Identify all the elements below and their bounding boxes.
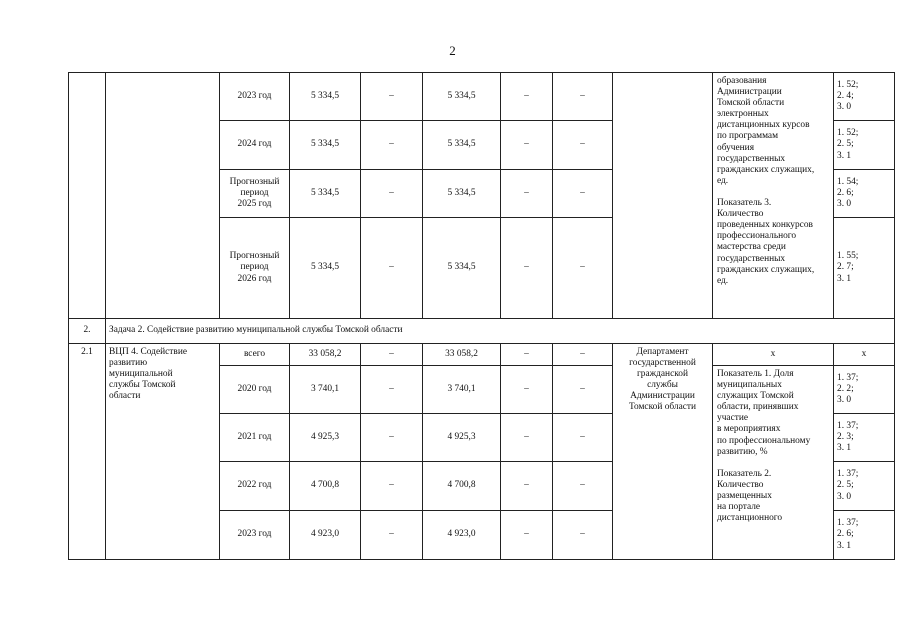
total-cell: 4 700,8 (290, 462, 361, 511)
indicators-cell: Показатель 1. Доля муниципальных служащих Томской области, принявших участие в мероприятиях по профессиональному развитию, % Показатель 2. Количество размещенных на портале дистанционного (713, 366, 834, 560)
page-number: 2 (449, 43, 456, 58)
local-cell: – (501, 73, 553, 121)
period-cell: Прогнозный период 2025 год (220, 170, 290, 218)
indicator-values-cell: x (834, 344, 895, 366)
regional-cell: 4 923,0 (423, 511, 501, 560)
other-cell: – (553, 344, 613, 366)
other-cell: – (553, 366, 613, 414)
table-row (69, 344, 895, 366)
indicator-values-cell: 1. 55; 2. 7; 3. 1 (834, 218, 895, 319)
period-cell: 2023 год (220, 511, 290, 560)
name-cell (106, 73, 220, 319)
federal-cell: – (361, 414, 423, 462)
total-cell: 5 334,5 (290, 121, 361, 170)
total-cell: 4 925,3 (290, 414, 361, 462)
period-cell: 2023 год (220, 73, 290, 121)
indicator-values-cell: 1. 37; 2. 2; 3. 0 (834, 366, 895, 414)
regional-cell: 5 334,5 (423, 73, 501, 121)
total-cell: 4 923,0 (290, 511, 361, 560)
other-cell: – (553, 511, 613, 560)
other-cell: – (553, 73, 613, 121)
task-row (69, 319, 895, 344)
indicator-values-cell: 1. 37; 2. 5; 3. 0 (834, 462, 895, 511)
name-cell: ВЦП 4. Содействие развитию муниципальной службы Томской области (106, 344, 220, 560)
row-number-cell: 2.1 (69, 344, 106, 560)
other-cell: – (553, 121, 613, 170)
indicator-values-cell: 1. 52; 2. 5; 3. 1 (834, 121, 895, 170)
local-cell: – (501, 218, 553, 319)
federal-cell: – (361, 511, 423, 560)
period-cell: всего (220, 344, 290, 366)
local-cell: – (501, 511, 553, 560)
total-cell: 5 334,5 (290, 218, 361, 319)
federal-cell: – (361, 73, 423, 121)
federal-cell: – (361, 462, 423, 511)
federal-cell: – (361, 366, 423, 414)
total-cell: 5 334,5 (290, 73, 361, 121)
total-cell: 33 058,2 (290, 344, 361, 366)
local-cell: – (501, 170, 553, 218)
program-table (68, 72, 895, 560)
other-cell: – (553, 218, 613, 319)
total-cell: 3 740,1 (290, 366, 361, 414)
regional-cell: 3 740,1 (423, 366, 501, 414)
regional-cell: 5 334,5 (423, 218, 501, 319)
federal-cell: – (361, 121, 423, 170)
local-cell: – (501, 366, 553, 414)
local-cell: – (501, 462, 553, 511)
federal-cell: – (361, 218, 423, 319)
other-cell: – (553, 414, 613, 462)
task-title: Задача 2. Содействие развитию муниципальной службы Томской области (106, 319, 895, 344)
period-cell: 2020 год (220, 366, 290, 414)
executor-cell: Департамент государственной гражданской службы Администрации Томской области (613, 344, 713, 560)
regional-cell: 33 058,2 (423, 344, 501, 366)
total-cell: 5 334,5 (290, 170, 361, 218)
indicator-values-cell: 1. 37; 2. 3; 3. 1 (834, 414, 895, 462)
regional-cell: 4 700,8 (423, 462, 501, 511)
executor-cell (613, 73, 713, 319)
local-cell: – (501, 344, 553, 366)
other-cell: – (553, 170, 613, 218)
regional-cell: 5 334,5 (423, 170, 501, 218)
table-row (69, 73, 895, 121)
indicator-values-cell: 1. 52; 2. 4; 3. 0 (834, 73, 895, 121)
local-cell: – (501, 121, 553, 170)
period-cell: 2022 год (220, 462, 290, 511)
federal-cell: – (361, 170, 423, 218)
row-number-cell (69, 73, 106, 319)
indicator-values-cell: 1. 37; 2. 6; 3. 1 (834, 511, 895, 560)
regional-cell: 4 925,3 (423, 414, 501, 462)
period-cell: Прогнозный период 2026 год (220, 218, 290, 319)
federal-cell: – (361, 344, 423, 366)
regional-cell: 5 334,5 (423, 121, 501, 170)
other-cell: – (553, 462, 613, 511)
period-cell: 2024 год (220, 121, 290, 170)
indicators-header-cell: x (713, 344, 834, 366)
period-cell: 2021 год (220, 414, 290, 462)
indicator-values-cell: 1. 54; 2. 6; 3. 0 (834, 170, 895, 218)
local-cell: – (501, 414, 553, 462)
indicators-cell: образования Администрации Томской области электронных дистанционных курсов по программам обучения государственных гражданских служащих, ед. Показатель 3. Количество проведенных конкурсов профессионального мастерства среди государственных гражданских служащих, ед. (713, 73, 834, 319)
task-number: 2. (69, 319, 106, 344)
